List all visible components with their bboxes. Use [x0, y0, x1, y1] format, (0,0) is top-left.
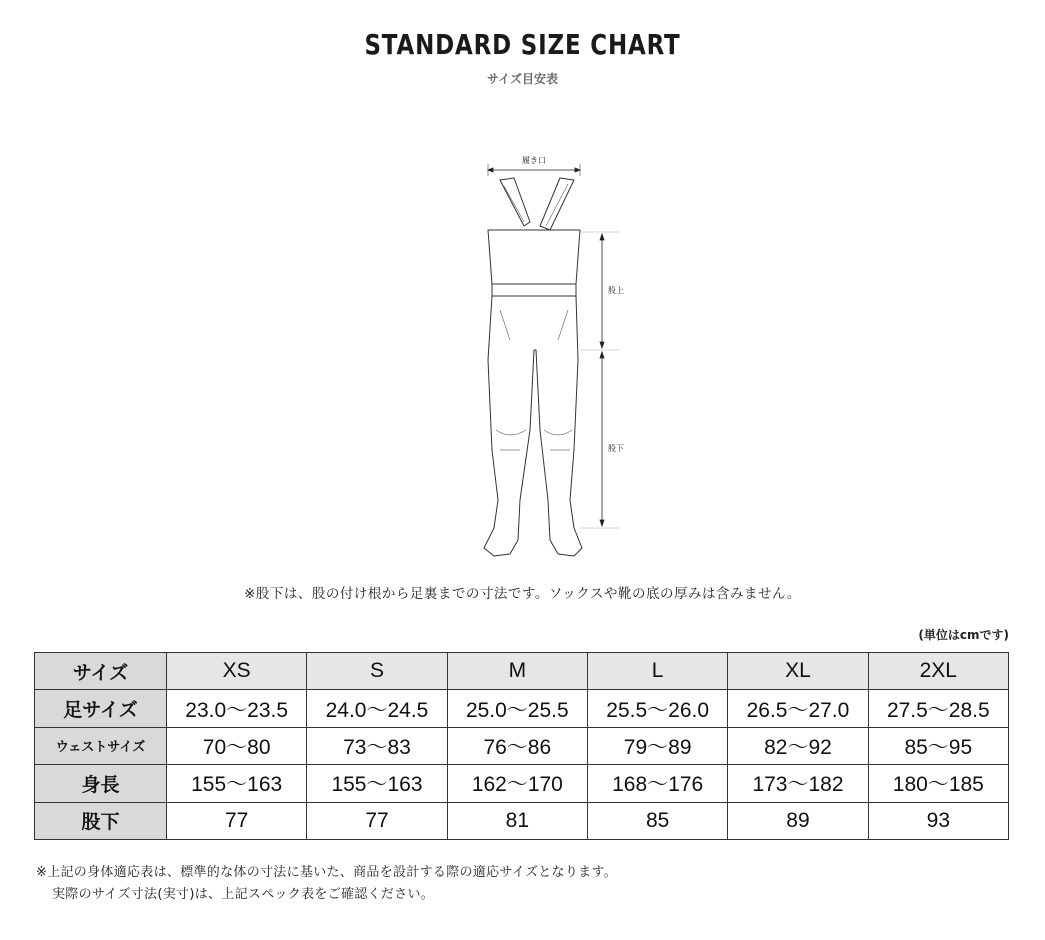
table-cell: 79〜89 [587, 727, 727, 764]
table-cell: 23.0〜23.5 [167, 690, 307, 727]
table-cell: 162〜170 [447, 765, 587, 802]
header-cell: サイズ [35, 653, 167, 690]
table-cell: 73〜83 [307, 727, 447, 764]
header-cell: XL [728, 653, 868, 690]
disclaimer-line-2: 実際のサイズ寸法(実寸)は、上記スペック表をご確認ください。 [52, 887, 435, 902]
size-table [34, 652, 1009, 840]
header-cell: S [307, 653, 447, 690]
header-cell: M [447, 653, 587, 690]
opening-label: 履き口 [522, 156, 546, 165]
header-cell: 2XL [868, 653, 1008, 690]
inseam-note: ※股下は、股の付け根から足裏までの寸法です。ソックスや靴の底の厚みは含みません。 [244, 586, 801, 602]
table-cell: 76〜86 [447, 727, 587, 764]
table-cell: 89 [728, 802, 868, 839]
table-cell: 26.5〜27.0 [728, 690, 868, 727]
table-cell: 81 [447, 802, 587, 839]
unit-note: (単位はcmです) [918, 628, 1009, 642]
table-cell: 77 [307, 802, 447, 839]
table-cell: 77 [167, 802, 307, 839]
upper-label: 股上 [608, 286, 624, 295]
wader-illustration [470, 150, 640, 570]
page-title: STANDARD SIZE CHART [364, 28, 681, 61]
table-cell: 70〜80 [167, 727, 307, 764]
row-label: 身長 [35, 765, 167, 802]
table-row [35, 765, 1009, 802]
table-cell: 27.5〜28.5 [868, 690, 1008, 727]
table-header-row [35, 653, 1009, 690]
table-cell: 180〜185 [868, 765, 1008, 802]
table-row [35, 727, 1009, 764]
disclaimer-note [36, 862, 617, 906]
table-cell: 25.0〜25.5 [447, 690, 587, 727]
row-label: 股下 [35, 802, 167, 839]
table-cell: 25.5〜26.0 [587, 690, 727, 727]
table-cell: 93 [868, 802, 1008, 839]
table-cell: 82〜92 [728, 727, 868, 764]
row-label: 足サイズ [35, 690, 167, 727]
table-cell: 155〜163 [167, 765, 307, 802]
table-cell: 155〜163 [307, 765, 447, 802]
table-cell: 168〜176 [587, 765, 727, 802]
header-cell: XS [167, 653, 307, 690]
page-subtitle: サイズ目安表 [486, 72, 559, 86]
table-row [35, 690, 1009, 727]
row-label: ウェストサイズ [35, 727, 167, 764]
header-cell: L [587, 653, 727, 690]
table-cell: 85 [587, 802, 727, 839]
wader-diagram [470, 150, 640, 570]
table-cell: 85〜95 [868, 727, 1008, 764]
inseam-label: 股下 [608, 444, 624, 453]
disclaimer-line-1: ※上記の身体適応表は、標準的な体の寸法に基いた、商品を設計する際の適応サイズとなります。 [36, 865, 618, 880]
table-cell: 24.0〜24.5 [307, 690, 447, 727]
table-cell: 173〜182 [728, 765, 868, 802]
table-row [35, 802, 1009, 839]
